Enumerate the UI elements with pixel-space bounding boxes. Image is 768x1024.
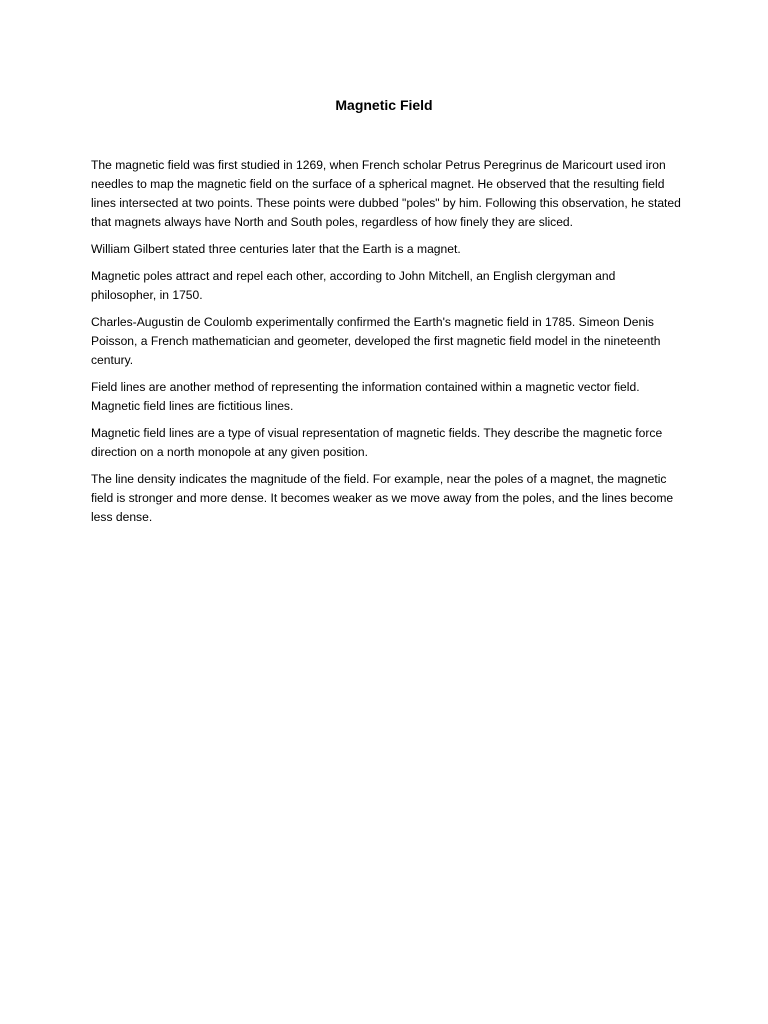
paragraph-gilbert: William Gilbert stated three centuries later that the Earth is a magnet.	[91, 242, 461, 256]
paragraph-line-density: The line density indicates the magnitude of the field. For example, near the poles of a magnet, the magnetic field is stronger and more dense. It becomes weaker as we move away from the poles, and the lines become less dense.	[91, 472, 674, 524]
paragraph-mitchell: Magnetic poles attract and repel each other, according to John Mitchell, an English clergyman and philosopher, in 1750.	[91, 269, 616, 302]
document-body	[91, 156, 683, 535]
paragraph-coulomb-poisson: Charles-Augustin de Coulomb experimentally confirmed the Earth's magnetic field in 1785. Simeon Denis Poisson, a French mathematician and geometer, developed the first magnetic field model in the nineteenth century.	[91, 315, 661, 367]
paragraph-field-lines-representation: Magnetic field lines are a type of visual representation of magnetic fields. They describe the magnetic force direction on a north monopole at any given position.	[91, 426, 663, 459]
document-title: Magnetic Field	[335, 97, 433, 113]
paragraph-first-study: The magnetic field was first studied in 1269, when French scholar Petrus Peregrinus de Maricourt used iron needles to map the magnetic field on the surface of a spherical magnet. He observed that the resulting field lines intersected at two points. These points were dubbed "poles" by him. Following this observation, he stated that magnets always have North and South poles, regardless of how finely they are sliced.	[91, 158, 681, 229]
paragraph-field-lines-method: Field lines are another method of representing the information contained within a magnetic vector field. Magnetic field lines are fictitious lines.	[91, 380, 640, 413]
